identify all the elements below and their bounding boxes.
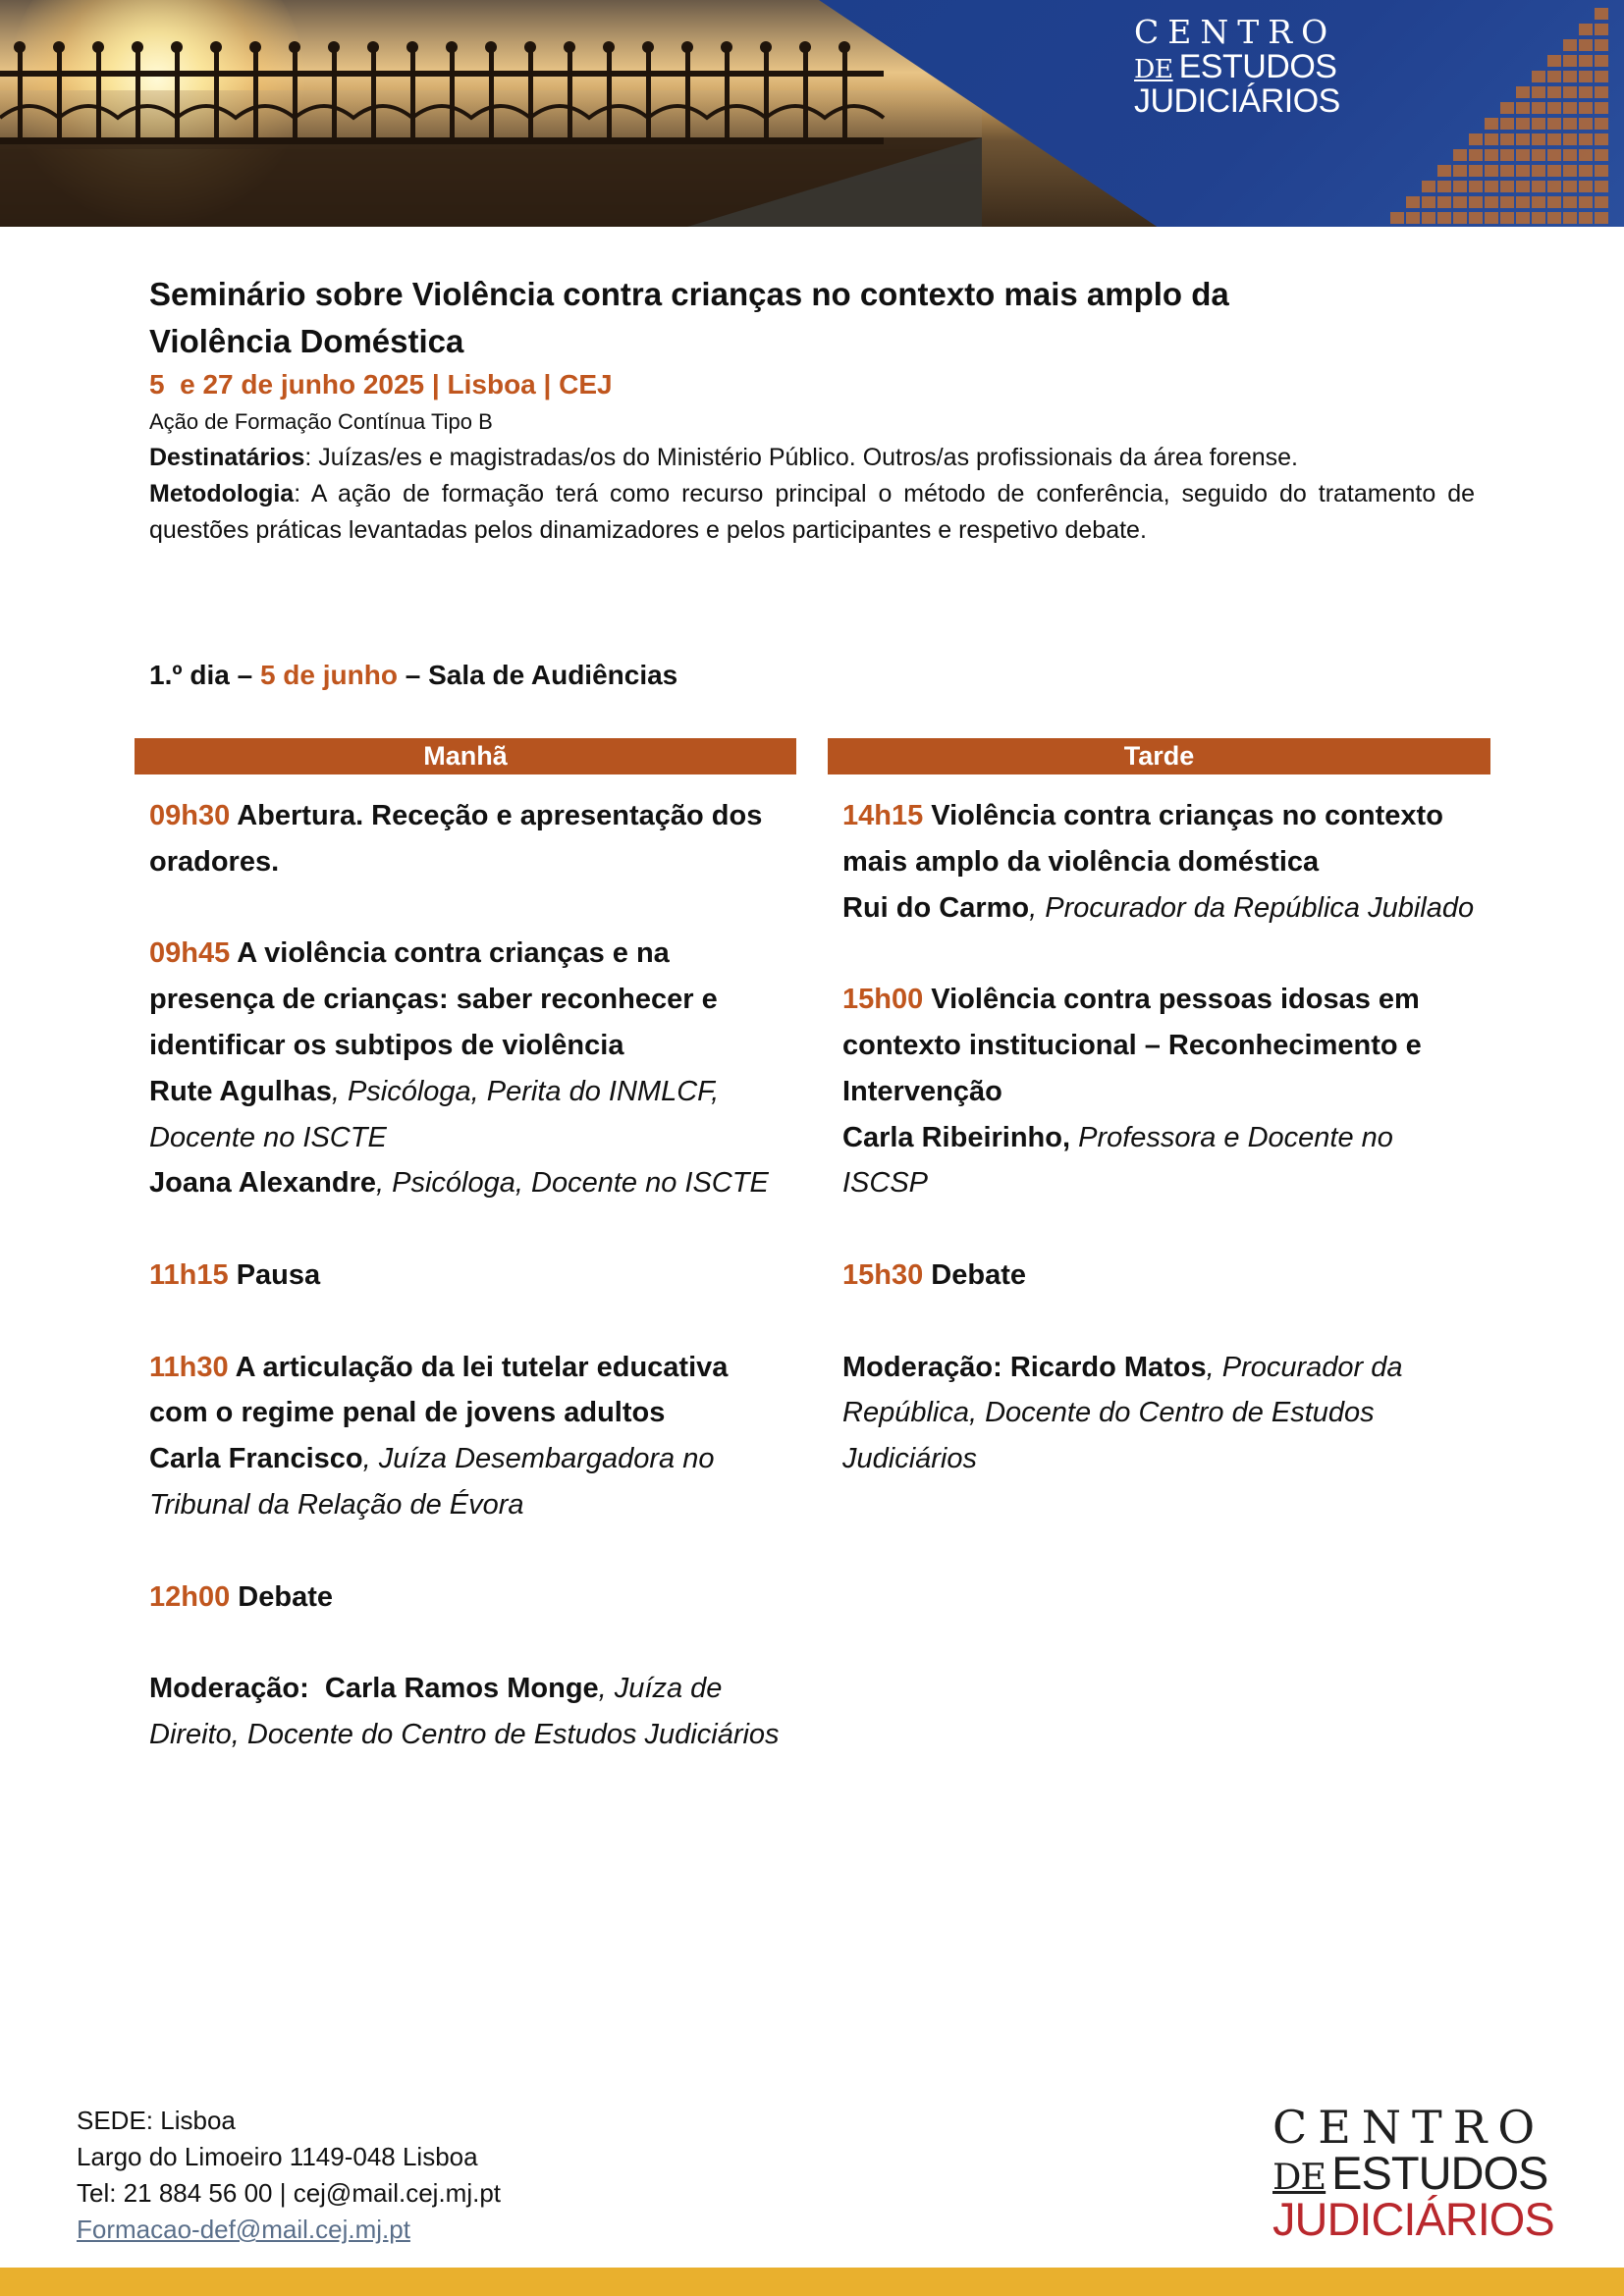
session-title: Violência contra pessoas idosas em contexto institucional – Reconhecimento e Intervenção xyxy=(842,984,1422,1107)
logo-word-de: DE xyxy=(1272,2156,1326,2198)
cej-logo-header xyxy=(1134,13,1340,120)
footer-address: Largo do Limoeiro 1149-048 Lisboa xyxy=(77,2142,478,2171)
session-title: A violência contra crianças e na presença de crianças: saber reconhecer e identificar os subtipos de violência xyxy=(149,937,718,1061)
session-title: Pausa xyxy=(228,1258,321,1291)
moderation-role: , Juíza de Direito, Docente do Centro de Estudos Judiciários xyxy=(149,1673,780,1750)
speaker-role: Professora e Docente no ISCSP xyxy=(842,1121,1393,1200)
morning-session-juvenile-law xyxy=(149,1345,787,1528)
seminar-intro xyxy=(149,271,1475,549)
day-heading xyxy=(149,660,677,691)
day-room: – Sala de Audiências xyxy=(397,660,678,690)
footer-email-link[interactable]: Formacao-def@mail.cej.mj.pt xyxy=(77,2215,410,2244)
logo-word-centro: CENTRO xyxy=(1134,13,1337,51)
session-title: Abertura. Receção e apresentação dos oradores. xyxy=(149,800,763,878)
morning-header: Manhã xyxy=(135,738,796,774)
logo-word-judiciarios: JUDICIÁRIOS xyxy=(1134,82,1340,120)
afternoon-moderation xyxy=(842,1345,1481,1482)
afternoon-column xyxy=(842,793,1481,1482)
speaker-name: Carla Ribeirinho, xyxy=(842,1121,1071,1153)
session-time: 15h00 xyxy=(842,984,924,1016)
morning-session-break xyxy=(149,1253,787,1299)
afternoon-session-elderly xyxy=(842,977,1481,1206)
speaker-name: Rui do Carmo xyxy=(842,891,1030,924)
moderation-label: Moderação: Carla Ramos Monge xyxy=(149,1673,599,1705)
speaker-name: Carla Francisco xyxy=(149,1443,363,1475)
morning-session-debate xyxy=(149,1575,787,1621)
morning-session-violence xyxy=(149,931,787,1206)
seminar-title-line2: Violência Doméstica xyxy=(149,323,464,359)
session-title: Debate xyxy=(923,1258,1026,1291)
speaker-role: , Procurador da República Jubilado xyxy=(1029,891,1475,924)
afternoon-session-domestic-violence xyxy=(842,793,1481,931)
session-time: 11h30 xyxy=(149,1351,229,1383)
afternoon-session-debate xyxy=(842,1253,1481,1299)
logo-word-centro: CENTRO xyxy=(1272,2101,1546,2154)
moderation-label: Moderação: Ricardo Matos xyxy=(842,1351,1207,1383)
logo-word-estudos xyxy=(1134,48,1337,85)
railing-illustration xyxy=(0,0,982,227)
morning-session-opening xyxy=(149,793,787,885)
session-time: 09h30 xyxy=(149,800,231,831)
cej-logo-footer xyxy=(1272,2101,1554,2245)
seminar-title xyxy=(149,271,1475,365)
session-time: 15h30 xyxy=(842,1258,924,1291)
seminar-type: Ação de Formação Contínua Tipo B xyxy=(149,409,493,434)
morning-column xyxy=(149,793,787,1758)
speaker-role: , Juíza Desembargadora no Tribunal da Relação de Évora xyxy=(149,1443,715,1521)
day-date: 5 de junho xyxy=(259,660,398,690)
session-time: 09h45 xyxy=(149,937,231,970)
day-prefix: 1.º dia – xyxy=(149,660,260,690)
destinatarios-label: Destinatários xyxy=(149,444,305,471)
seminar-title-line1: Seminário sobre Violência contra crianças no contexto mais amplo da xyxy=(149,276,1229,312)
speaker-name: Joana Alexandre xyxy=(149,1167,377,1200)
footer-seat: SEDE: Lisboa xyxy=(77,2106,236,2135)
session-title: Debate xyxy=(230,1580,333,1613)
destinatarios-paragraph xyxy=(149,440,1475,476)
logo-word-judiciarios: JUDICIÁRIOS xyxy=(1272,2193,1554,2245)
session-time: 12h00 xyxy=(149,1580,231,1613)
staircase-pattern xyxy=(1369,0,1624,227)
speaker-role: , Psicóloga, Perita do INMLCF, Docente no ISCTE xyxy=(149,1075,720,1153)
seminar-dates: 5 e 27 de junho 2025 | Lisboa | CEJ xyxy=(149,369,613,400)
logo-word-estudos-text: ESTUDOS xyxy=(1178,48,1337,85)
speaker-name: Rute Agulhas xyxy=(149,1075,332,1107)
speaker-role: , Psicóloga, Docente no ISCTE xyxy=(376,1167,769,1200)
footer-contact xyxy=(77,2103,501,2248)
logo-word-de: DE xyxy=(1134,54,1173,84)
metodologia-label: Metodologia xyxy=(149,480,295,507)
metodologia-paragraph xyxy=(149,476,1475,549)
bottom-accent-bar xyxy=(0,2268,1624,2296)
header-banner xyxy=(0,0,1624,227)
destinatarios-text: : Juízas/es e magistradas/os do Ministério Público. Outros/as profissionais da área forense. xyxy=(304,444,1298,471)
morning-moderation xyxy=(149,1666,787,1758)
session-time: 11h15 xyxy=(149,1258,229,1291)
moderation-role: , Procurador da República, Docente do Centro de Estudos Judiciários xyxy=(842,1351,1403,1475)
metodologia-text: : A ação de formação terá como recurso principal o método de conferência, seguido do tratamento de questões práticas levantadas pelos dinamizadores e pelos participantes e respetivo debate. xyxy=(149,480,1475,544)
logo-word-estudos xyxy=(1272,2147,1548,2199)
footer-phone-email: Tel: 21 884 56 00 | cej@mail.cej.mj.pt xyxy=(77,2178,502,2208)
session-time: 14h15 xyxy=(842,800,924,831)
logo-word-estudos-text: ESTUDOS xyxy=(1331,2147,1548,2199)
session-title: A articulação da lei tutelar educativa com o regime penal de jovens adultos xyxy=(149,1351,729,1429)
session-title: Violência contra crianças no contexto mais amplo da violência doméstica xyxy=(842,800,1443,878)
afternoon-header: Tarde xyxy=(828,738,1490,774)
